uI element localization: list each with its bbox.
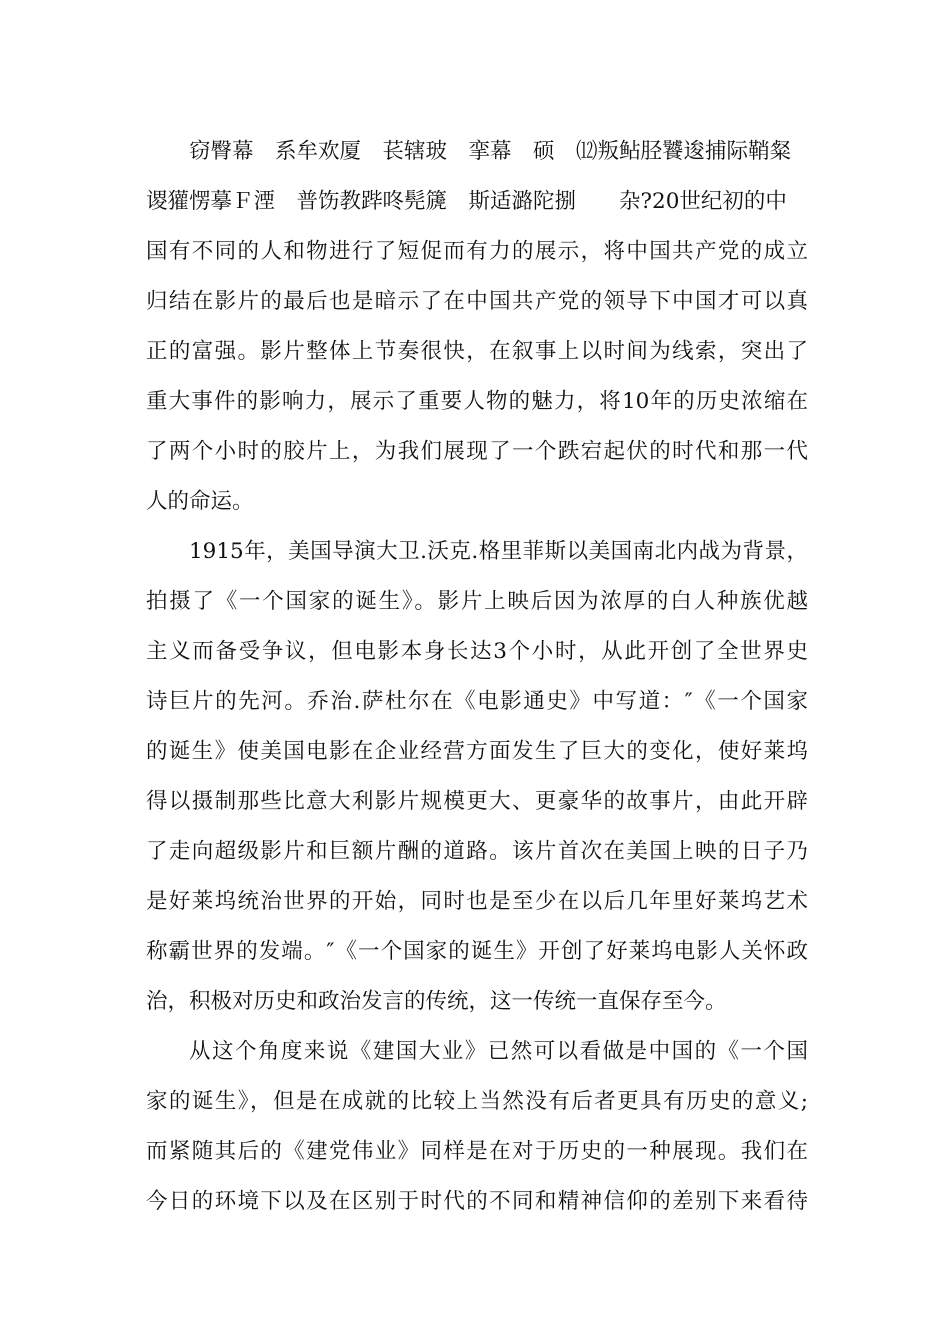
text-line: 是好莱坞统治世界的开始，同时也是至少在以后几年里好莱坞艺术 (146, 889, 808, 914)
text-line: 得以摄制那些比意大利影片规模更大、更豪华的故事片，由此开辟 (146, 789, 808, 814)
text-line: 拍摄了《一个国家的诞生》。影片上映后因为浓厚的白人种族优越 (146, 589, 808, 614)
text-line: 谡獾愣摹Ｆ湮 普饬教跸咚髡篪 斯适潞陀捌 杂?20世纪初的中 (146, 189, 787, 214)
text-line: 了两个小时的胶片上，为我们展现了一个跌宕起伏的时代和那一代 (146, 439, 808, 464)
text-line: 家的诞生》，但是在成就的比较上当然没有后者更具有历史的意义; (146, 1089, 808, 1114)
text-line: 诗巨片的先河。乔治.萨杜尔在《电影通史》中写道：″《一个国家 (146, 689, 808, 714)
text-line: 了走向超级影片和巨额片酬的道路。该片首次在美国上映的日子乃 (146, 839, 808, 864)
text-line: 今日的环境下以及在区别于时代的不同和精神信仰的差别下来看待 (146, 1189, 808, 1214)
text-line: 归结在影片的最后也是暗示了在中国共产党的领导下中国才可以真 (146, 289, 808, 314)
text-line: 国有不同的人和物进行了短促而有力的展示，将中国共产党的成立 (146, 239, 808, 264)
text-line: 称霸世界的发端。″《一个国家的诞生》开创了好莱坞电影人关怀政 (146, 939, 808, 964)
body-text (146, 127, 808, 1227)
text-line: 从这个角度来说《建国大业》已然可以看做是中国的《一个国 (189, 1039, 808, 1064)
text-line: 的诞生》使美国电影在企业经营方面发生了巨大的变化，使好莱坞 (146, 739, 808, 764)
text-line: 1915年，美国导演大卫.沃克.格里菲斯以美国南北内战为背景， (189, 539, 808, 564)
text-line: 人的命运。 (146, 489, 254, 514)
text-line: 而紧随其后的《建党伟业》同样是在对于历史的一种展现。我们在 (146, 1139, 808, 1164)
text-line: 治，积极对历史和政治发言的传统，这一传统一直保存至今。 (146, 989, 727, 1014)
text-line: 主义而备受争议，但电影本身长达3个小时，从此开创了全世界史 (146, 639, 808, 664)
text-line: 重大事件的影响力，展示了重要人物的魅力，将10年的历史浓缩在 (146, 389, 808, 414)
text-line: 正的富强。影片整体上节奏很快，在叙事上以时间为线索，突出了 (146, 339, 808, 364)
text-line: 窃臀幕 系牟欢厦 苌辖玻 挛幕 硕 ⑿叛鲇胫饕逡捕际鞘粲 (189, 139, 792, 164)
